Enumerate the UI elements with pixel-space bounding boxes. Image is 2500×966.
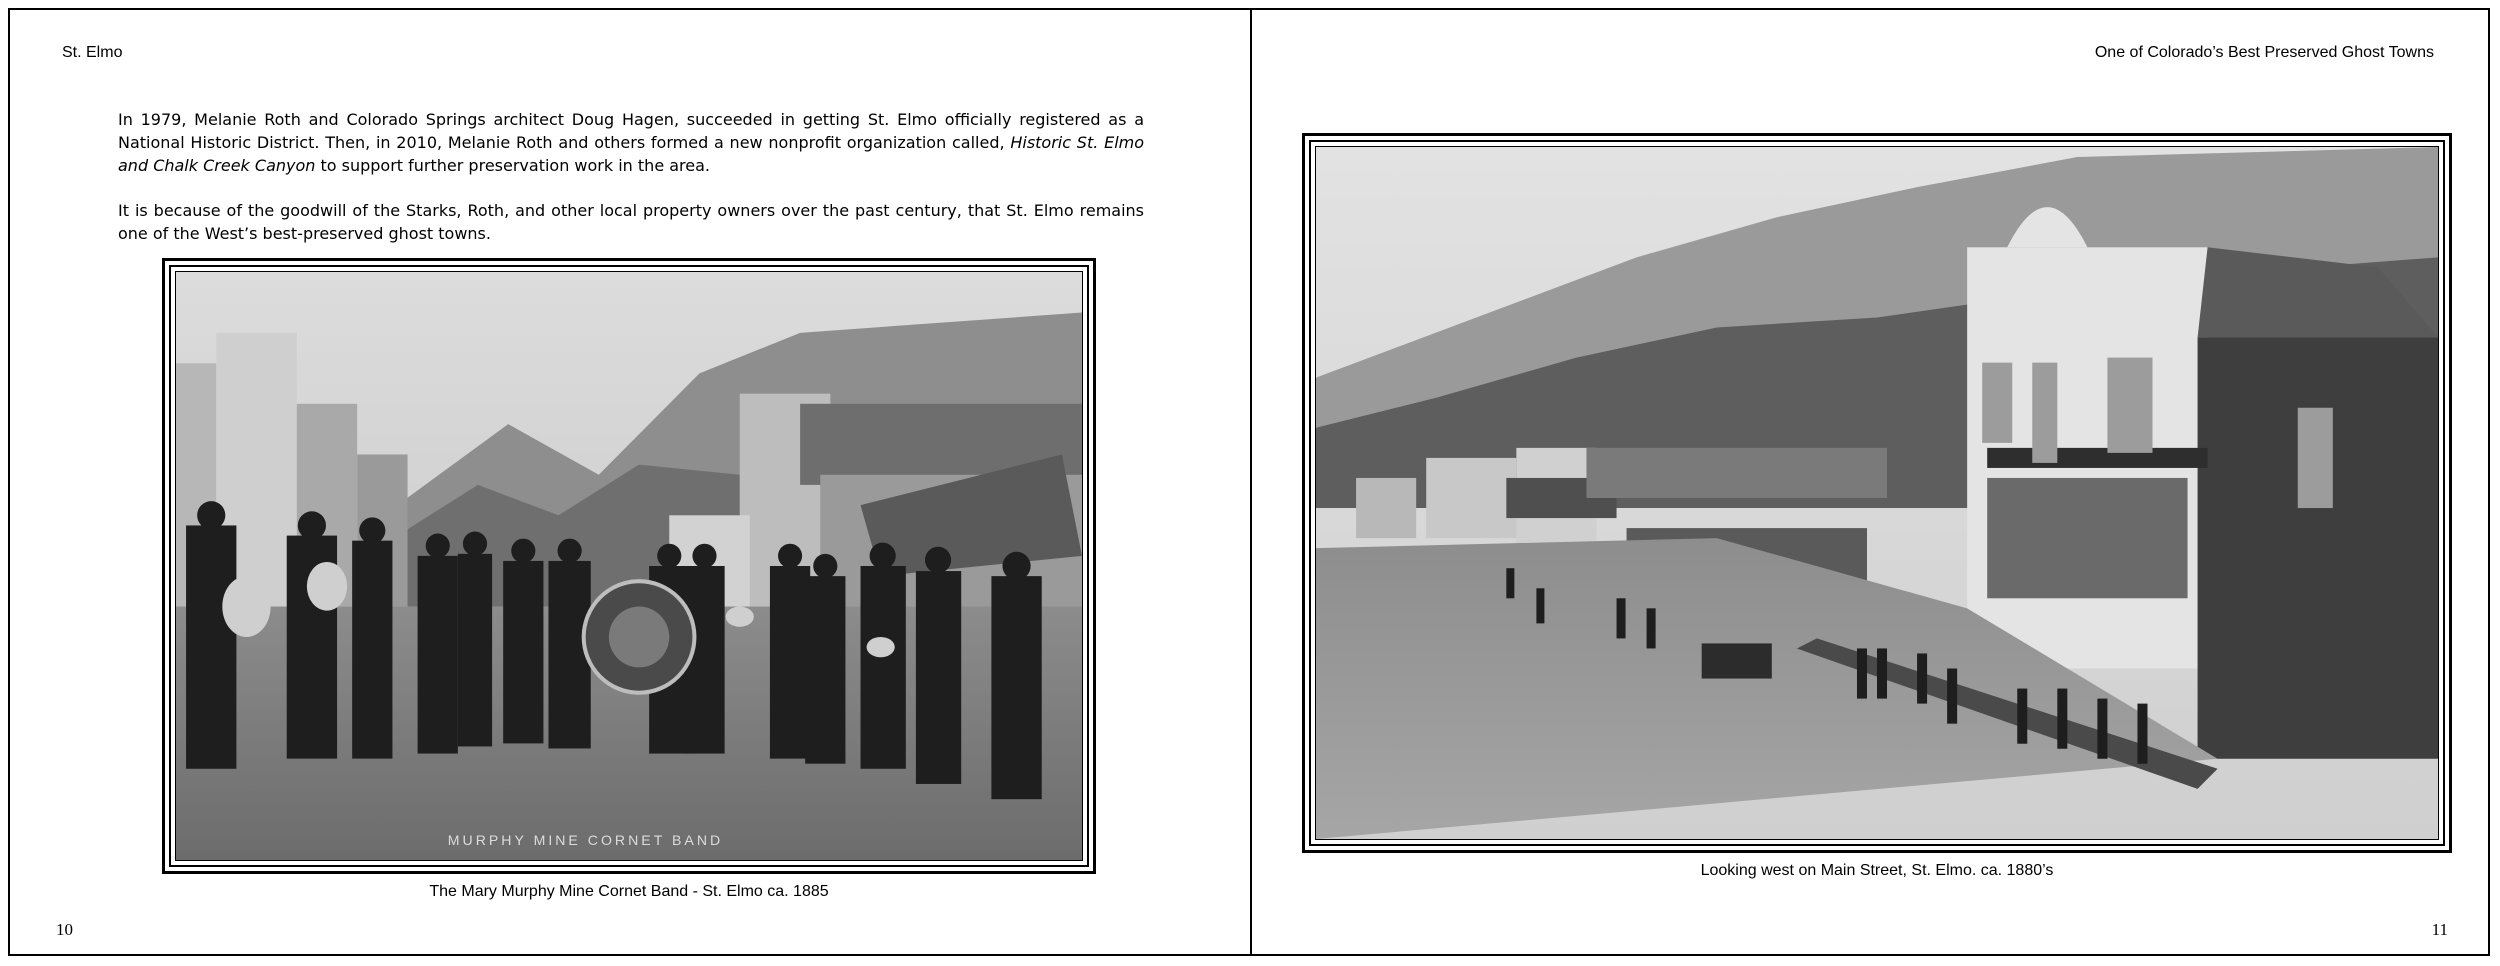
- cornet-band-photo: [162, 258, 1096, 874]
- left-running-head: St. Elmo: [62, 44, 123, 61]
- left-photo-caption: The Mary Murphy Mine Cornet Band - St. Elmo ca. 1885: [429, 883, 829, 900]
- paragraph-1: In 1979, Melanie Roth and Colorado Springs architect Doug Hagen, succeeded in getting St. Elmo officially registered as a National Historic District. Then, in 2010, Melanie Roth and others formed a new nonprofit organization called, Historic St. Elmo and Chalk Creek Canyon to support further preservation work in the area.: [118, 110, 1145, 175]
- book-spread: [8, 8, 2490, 956]
- right-photo-caption: Looking west on Main Street, St. Elmo. ca. 1880’s: [1700, 862, 2054, 879]
- right-running-head: One of Colorado’s Best Preserved Ghost Towns: [2094, 44, 2434, 61]
- main-street-photo: [1302, 133, 2452, 853]
- paragraph-2: It is because of the goodwill of the Starks, Roth, and other local property owners over the past century, that St. Elmo remains one of the West’s best-preserved ghost towns.: [118, 201, 1144, 243]
- right-page: [1250, 10, 2488, 954]
- left-page: [10, 10, 1250, 954]
- organization-name: Historic St. Elmo and Chalk Creek Canyon: [118, 133, 1145, 175]
- photo-inscription: MURPHY MINE CORNET BAND: [447, 831, 724, 848]
- body-text: [118, 108, 1144, 267]
- left-page-number: 10: [56, 920, 73, 939]
- right-page-number: 11: [2431, 920, 2448, 939]
